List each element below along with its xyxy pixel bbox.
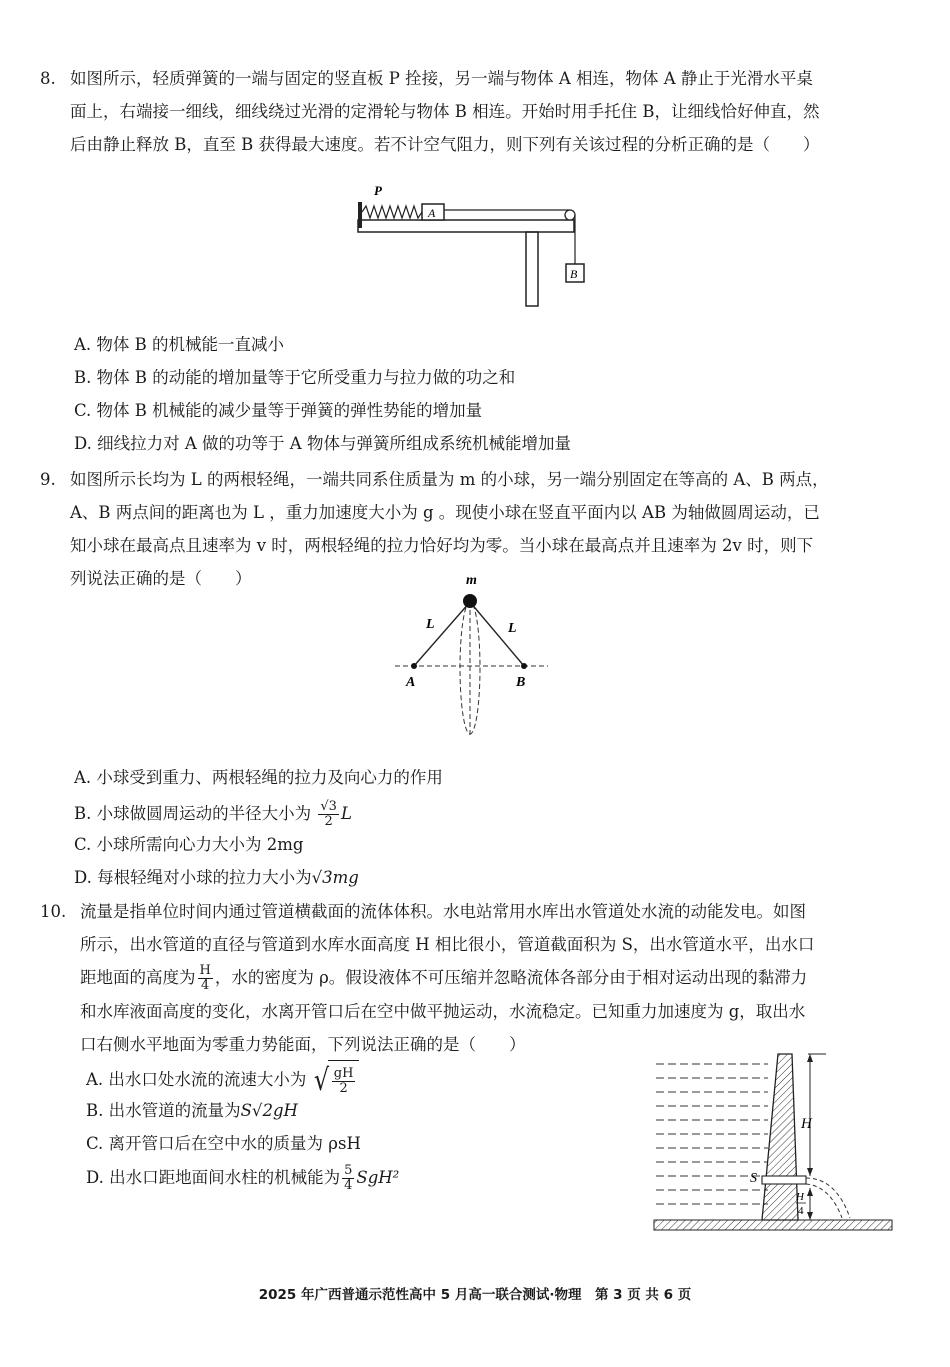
label-l-left: L <box>426 617 435 632</box>
spring <box>362 206 422 218</box>
option-b-prefix: B. 出水管道的流量为 <box>86 1101 241 1120</box>
page-footer: 2025 年广西普通示范性高中 5 月高一联合测试·物理 第 3 页 共 6 页 <box>258 1287 692 1303</box>
question-8-line-1: 如图所示，轻质弹簧的一端与固定的竖直板 P 拴接，另一端与物体 A 相连，物体 A 静止于光滑水平桌 <box>70 69 813 88</box>
question-10-number: 10. <box>40 902 67 921</box>
question-8-option-a: A. 物体 B 的机械能一直减小 <box>74 335 285 354</box>
question-9-line-1: 如图所示长均为 L 的两根轻绳，一端共同系住质量为 m 的小球，另一端分别固定在等高的 A、B 两点， <box>70 470 829 489</box>
question-8-option-d: D. 细线拉力对 A 做的功等于 A 物体与弹簧所组成系统机械能增加量 <box>74 434 571 453</box>
fraction-numerator: H <box>199 963 211 978</box>
outlet-pipe <box>762 1176 806 1184</box>
radical-sign: √ <box>313 1062 329 1098</box>
question-8-line-2: 面上，右端接一细线，细线绕过光滑的定滑轮与物体 B 相连。开始时用手托住 B，让细线恰好伸直，然 <box>70 102 820 121</box>
question-10-option-c: C. 离开管口后在空中水的质量为 ρsH <box>86 1134 361 1153</box>
question-10-line-2: 所示，出水管道的直径与管道到水库水面高度 H 相比很小，管道截面积为 S，出水管道水平，出水口 <box>80 935 815 954</box>
question-9-line-3: 知小球在最高点且速率为 v 时，两根轻绳的拉力恰好均为零。当小球在最高点并且速率为 2v 时，则下 <box>70 536 814 555</box>
arrow-down <box>807 1168 813 1176</box>
question-8-option-c: C. 物体 B 机械能的减少量等于弹簧的弹性势能的增加量 <box>74 401 483 420</box>
option-b-prefix: B. 小球做圆周运动的半径大小为 <box>74 804 312 823</box>
velocity-fraction <box>332 1067 356 1096</box>
fraction-numerator: gH <box>333 1066 354 1081</box>
arrow-down-small <box>807 1212 813 1220</box>
table-leg <box>526 232 538 306</box>
option-d-suffix: SgH² <box>356 1168 400 1187</box>
reservoir-diagram <box>650 1050 895 1235</box>
table-top <box>358 220 574 232</box>
radius-fraction <box>318 800 339 829</box>
question-9-option-d <box>74 866 359 890</box>
option-d-value: √3mg <box>311 868 359 887</box>
line-3-prefix: 距地面的高度为 <box>80 968 196 987</box>
question-10-line-4: 和水库液面高度的变化，水离开管口后在空中做平抛运动，水流稳定。已知重力加速度为 g，取出水 <box>80 1002 806 1021</box>
question-9-line-4: 列说法正确的是（ ） <box>70 569 252 588</box>
option-d-prefix: D. 出水口距地面间水柱的机械能为 <box>86 1168 341 1187</box>
label-a: A <box>406 675 416 690</box>
label-b: B <box>570 267 578 281</box>
option-b-value: S√2gH <box>240 1101 298 1120</box>
question-10-line-1: 流量是指单位时间内通过管道横截面的流体体积。水电站常用水库出水管道处水流的动能发电。如图 <box>80 902 806 921</box>
question-9-option-b <box>74 796 352 832</box>
energy-fraction <box>342 1164 354 1193</box>
pulley <box>565 210 575 220</box>
question-10-option-a <box>86 1060 359 1101</box>
ball <box>463 594 477 608</box>
question-9-line-2: A、B 两点间的距离也为 L ，重力加速度大小为 g 。现使小球在竖直平面内以 AB 为轴做圆周运动，已 <box>70 503 820 522</box>
arrow-up <box>807 1054 813 1062</box>
label-b: B <box>516 675 526 690</box>
ground <box>654 1220 892 1230</box>
label-h4-den: 4 <box>798 1205 804 1217</box>
question-9-number: 9. <box>40 470 56 489</box>
label-p: P <box>374 183 382 198</box>
question-10-line-5: 口右侧水平地面为零重力势能面，下列说法正确的是（ ） <box>80 1035 526 1054</box>
fraction-denominator: 2 <box>339 1081 348 1096</box>
label-l-right: L <box>508 621 517 636</box>
circular-motion-diagram <box>390 570 560 740</box>
option-d-prefix: D. 每根轻绳对小球的拉力大小为 <box>74 868 312 887</box>
point-b <box>521 663 527 669</box>
label-m: m <box>466 573 477 588</box>
height-fraction <box>198 964 213 993</box>
question-8-line-3: 后由静止释放 B，直至 B 获得最大速度。若不计空气阻力，则下列有关该过程的分析正确的是（ ） <box>70 135 820 154</box>
question-9-option-a: A. 小球受到重力、两根轻绳的拉力及向心力的作用 <box>74 768 443 787</box>
question-8-option-b: B. 物体 B 的动能的增加量等于它所受重力与拉力做的功之和 <box>74 368 516 387</box>
label-h: H <box>801 1116 812 1132</box>
point-a <box>411 663 417 669</box>
question-10-line-3 <box>80 960 807 996</box>
fraction-numerator: 5 <box>344 1163 353 1178</box>
line-3-rest: ，水的密度为 ρ。假设液体不可压缩并忽略流体各部分由于相对运动出现的黏滞力 <box>214 968 808 987</box>
label-a: A <box>428 206 436 220</box>
label-s: S <box>750 1171 757 1186</box>
question-8-number: 8. <box>40 69 56 88</box>
spring-pulley-diagram <box>350 176 600 311</box>
fraction-denominator: 4 <box>344 1178 353 1193</box>
arrow-up-small <box>807 1188 813 1196</box>
label-h4-num: H <box>796 1191 804 1203</box>
fraction-denominator: 4 <box>201 978 210 993</box>
question-10-option-b <box>86 1099 298 1123</box>
fraction-denominator: 2 <box>324 814 333 829</box>
option-b-suffix: L <box>340 804 352 823</box>
question-9-option-c: C. 小球所需向心力大小为 2mg <box>74 835 304 854</box>
fraction-numerator: √3 <box>320 799 337 814</box>
dam <box>762 1054 798 1220</box>
question-10-option-d <box>86 1160 399 1196</box>
option-a-prefix: A. 出水口处水流的流速大小为 <box>86 1070 307 1089</box>
